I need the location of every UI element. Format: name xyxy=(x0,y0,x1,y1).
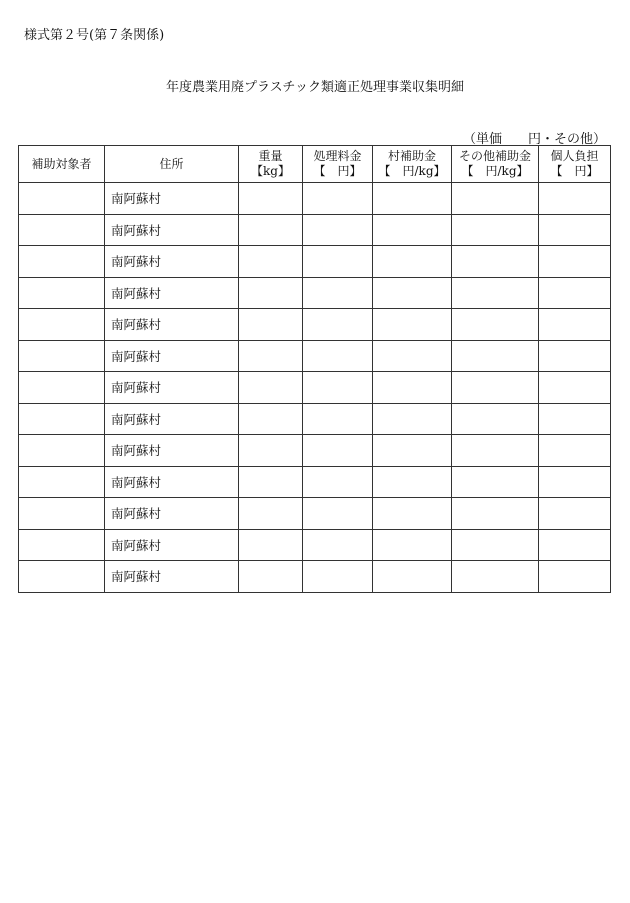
recipient-cell[interactable] xyxy=(19,246,105,278)
processing-fee-cell[interactable] xyxy=(303,277,373,309)
recipient-cell[interactable] xyxy=(19,403,105,435)
unit-price-note: （単価 円・その他） xyxy=(462,132,606,147)
village-subsidy-cell[interactable] xyxy=(373,246,452,278)
village-subsidy-cell[interactable] xyxy=(373,309,452,341)
village-subsidy-cell[interactable] xyxy=(373,435,452,467)
column-header-address: 住所 xyxy=(105,146,239,183)
document-title: 年度農業用廃プラスチック類適正処理事業収集明細 xyxy=(166,80,464,95)
address-cell[interactable]: 南阿蘇村 xyxy=(105,340,239,372)
personal-share-cell[interactable] xyxy=(539,183,611,215)
village-subsidy-cell[interactable] xyxy=(373,372,452,404)
recipient-cell[interactable] xyxy=(19,372,105,404)
weight-cell[interactable] xyxy=(239,435,303,467)
recipient-cell[interactable] xyxy=(19,529,105,561)
address-cell[interactable]: 南阿蘇村 xyxy=(105,403,239,435)
recipient-cell[interactable] xyxy=(19,183,105,215)
personal-share-cell[interactable] xyxy=(539,277,611,309)
recipient-cell[interactable] xyxy=(19,498,105,530)
other-subsidy-cell[interactable] xyxy=(452,466,539,498)
column-header-other-subsidy: その他補助金 【 円/kg】 xyxy=(452,146,539,183)
personal-share-cell[interactable] xyxy=(539,529,611,561)
personal-share-cell[interactable] xyxy=(539,435,611,467)
other-subsidy-cell[interactable] xyxy=(452,561,539,593)
column-header-weight: 重量 【kg】 xyxy=(239,146,303,183)
recipient-cell[interactable] xyxy=(19,561,105,593)
other-subsidy-cell[interactable] xyxy=(452,529,539,561)
weight-cell[interactable] xyxy=(239,529,303,561)
weight-cell[interactable] xyxy=(239,466,303,498)
address-cell[interactable]: 南阿蘇村 xyxy=(105,372,239,404)
village-subsidy-cell[interactable] xyxy=(373,183,452,215)
address-cell[interactable]: 南阿蘇村 xyxy=(105,561,239,593)
table-row xyxy=(19,403,611,435)
personal-share-cell[interactable] xyxy=(539,246,611,278)
village-subsidy-cell[interactable] xyxy=(373,498,452,530)
collection-details-table xyxy=(18,145,611,593)
table-row xyxy=(19,277,611,309)
address-cell[interactable]: 南阿蘇村 xyxy=(105,498,239,530)
address-cell[interactable]: 南阿蘇村 xyxy=(105,277,239,309)
village-subsidy-cell[interactable] xyxy=(373,529,452,561)
table-row xyxy=(19,214,611,246)
address-cell[interactable]: 南阿蘇村 xyxy=(105,183,239,215)
weight-cell[interactable] xyxy=(239,214,303,246)
weight-cell[interactable] xyxy=(239,183,303,215)
village-subsidy-cell[interactable] xyxy=(373,340,452,372)
table-row xyxy=(19,466,611,498)
recipient-cell[interactable] xyxy=(19,214,105,246)
processing-fee-cell[interactable] xyxy=(303,403,373,435)
recipient-cell[interactable] xyxy=(19,435,105,467)
recipient-cell[interactable] xyxy=(19,309,105,341)
table-row xyxy=(19,561,611,593)
personal-share-cell[interactable] xyxy=(539,372,611,404)
village-subsidy-cell[interactable] xyxy=(373,466,452,498)
personal-share-cell[interactable] xyxy=(539,498,611,530)
weight-cell[interactable] xyxy=(239,309,303,341)
table-row xyxy=(19,340,611,372)
processing-fee-cell[interactable] xyxy=(303,529,373,561)
weight-cell[interactable] xyxy=(239,246,303,278)
processing-fee-cell[interactable] xyxy=(303,340,373,372)
recipient-cell[interactable] xyxy=(19,277,105,309)
personal-share-cell[interactable] xyxy=(539,561,611,593)
processing-fee-cell[interactable] xyxy=(303,214,373,246)
table-row xyxy=(19,183,611,215)
address-cell[interactable]: 南阿蘇村 xyxy=(105,246,239,278)
other-subsidy-cell[interactable] xyxy=(452,309,539,341)
table-row xyxy=(19,246,611,278)
processing-fee-cell[interactable] xyxy=(303,183,373,215)
processing-fee-cell[interactable] xyxy=(303,372,373,404)
personal-share-cell[interactable] xyxy=(539,466,611,498)
other-subsidy-cell[interactable] xyxy=(452,498,539,530)
recipient-cell[interactable] xyxy=(19,340,105,372)
other-subsidy-cell[interactable] xyxy=(452,277,539,309)
column-header-village-subsidy: 村補助金 【 円/kg】 xyxy=(373,146,452,183)
village-subsidy-cell[interactable] xyxy=(373,277,452,309)
table-row xyxy=(19,435,611,467)
processing-fee-cell[interactable] xyxy=(303,435,373,467)
other-subsidy-cell[interactable] xyxy=(452,214,539,246)
other-subsidy-cell[interactable] xyxy=(452,340,539,372)
personal-share-cell[interactable] xyxy=(539,214,611,246)
table-row xyxy=(19,372,611,404)
column-header-processing-fee: 処理料金 【 円】 xyxy=(303,146,373,183)
processing-fee-cell[interactable] xyxy=(303,561,373,593)
address-cell[interactable]: 南阿蘇村 xyxy=(105,466,239,498)
village-subsidy-cell[interactable] xyxy=(373,214,452,246)
personal-share-cell[interactable] xyxy=(539,403,611,435)
column-header-recipient: 補助対象者 xyxy=(19,146,105,183)
personal-share-cell[interactable] xyxy=(539,309,611,341)
address-cell[interactable]: 南阿蘇村 xyxy=(105,214,239,246)
weight-cell[interactable] xyxy=(239,372,303,404)
other-subsidy-cell[interactable] xyxy=(452,403,539,435)
address-cell[interactable]: 南阿蘇村 xyxy=(105,309,239,341)
column-header-personal-share: 個人負担 【 円】 xyxy=(539,146,611,183)
address-cell[interactable]: 南阿蘇村 xyxy=(105,435,239,467)
village-subsidy-cell[interactable] xyxy=(373,403,452,435)
village-subsidy-cell[interactable] xyxy=(373,561,452,593)
weight-cell[interactable] xyxy=(239,403,303,435)
table-row xyxy=(19,529,611,561)
processing-fee-cell[interactable] xyxy=(303,466,373,498)
weight-cell[interactable] xyxy=(239,498,303,530)
processing-fee-cell[interactable] xyxy=(303,246,373,278)
other-subsidy-cell[interactable] xyxy=(452,246,539,278)
processing-fee-cell[interactable] xyxy=(303,498,373,530)
table-row xyxy=(19,309,611,341)
other-subsidy-cell[interactable] xyxy=(452,183,539,215)
form-number: 様式第２号(第７条関係) xyxy=(24,28,165,43)
weight-cell[interactable] xyxy=(239,561,303,593)
weight-cell[interactable] xyxy=(239,340,303,372)
recipient-cell[interactable] xyxy=(19,466,105,498)
weight-cell[interactable] xyxy=(239,277,303,309)
personal-share-cell[interactable] xyxy=(539,340,611,372)
processing-fee-cell[interactable] xyxy=(303,309,373,341)
other-subsidy-cell[interactable] xyxy=(452,435,539,467)
address-cell[interactable]: 南阿蘇村 xyxy=(105,529,239,561)
table-row xyxy=(19,498,611,530)
other-subsidy-cell[interactable] xyxy=(452,372,539,404)
table-header-row xyxy=(19,146,611,183)
